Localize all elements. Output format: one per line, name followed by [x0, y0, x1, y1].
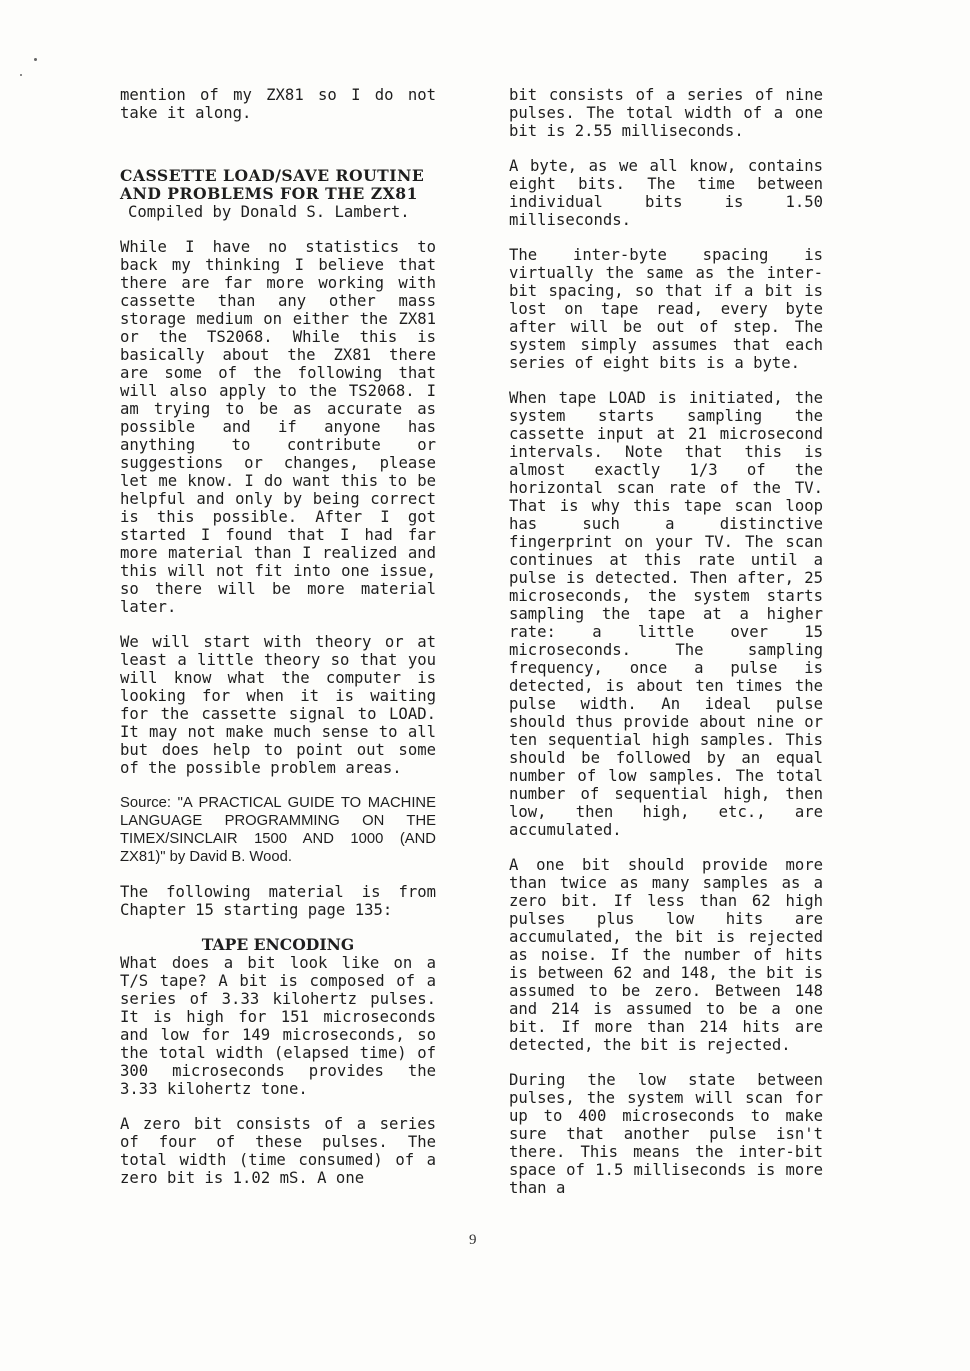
paper-speck — [34, 58, 37, 61]
paragraph: When tape LOAD is initiated, the system starts sampling the cassette input at 21 microsecond intervals. Note that this is almost exactly 1/3 of the horizontal scan rate of the TV. That is why this tape scan loop has such a distinctive fingerprint on your TV. The scan continues at this rate until a pulse is detected. Then after, 25 microseconds, the system starts sampling the tape at a higher rate: a little over 15 microseconds. The sampling frequency, once a pulse is detected, is about ten times the pulse width. An ideal pulse should thus provide about nine or ten sequential high samples. This should be followed by an equal number of low samples. The total number of sequential high, then low, then high, etc., are accumulated. — [509, 389, 823, 839]
paragraph: A one bit should provide more than twice as many samples as a zero bit. If less than 62 high pulses plus low hits are accumulated, the bit is rejected as noise. If the number of hits is between 62 and 148, the bit is assumed to be zero. Between 148 and 214 is assumed to be a one bit. If more than 214 hits are detected, the bit is rejected. — [509, 856, 823, 1054]
left-column — [120, 86, 436, 1187]
paragraph: The inter-byte spacing is virtually the same as the inter-bit spacing, so that if a bit is lost on tape read, every byte after will be out of step. The system simply assumes that each series of eight bits is a byte. — [509, 246, 823, 372]
section-heading: TAPE ENCODING — [201, 935, 355, 954]
paragraph: While I have no statistics to back my thinking I believe that there are far more working with cassette than any other mass storage medium on either the ZX81 or the TS2068. While this is basically about the ZX81 there are some of the following that will also apply to the TS2068. I am trying to be as accurate as possible and if anyone has anything to contribute or suggestions or changes, please let me know. I do want this to be helpful and only by being correct is this possible. After I got started I found that I had far more material than I realized and this will not fit into one issue, so there will be more material later. — [120, 238, 436, 616]
paragraph: A byte, as we all know, contains eight bits. The time between individual bits is 1.50 milliseconds. — [509, 157, 823, 229]
paragraph: The following material is from Chapter 15 starting page 135: — [120, 883, 436, 919]
paragraph: A zero bit consists of a series of four of these pulses. The total width (time consumed) of a zero bit is 1.02 mS. A one — [120, 1115, 436, 1187]
paragraph: We will start with theory or at least a little theory so that you will know what the computer is looking for when it is waiting for the cassette signal to LOAD. It may not make much sense to all but does help to point out some of the possible problem areas. — [120, 633, 436, 777]
paragraph: bit consists of a series of nine pulses. The total width of a one bit is 2.55 milliseconds. — [509, 86, 823, 140]
source-citation: Source: "A PRACTICAL GUIDE TO MACHINE LANGUAGE PROGRAMMING ON THE TIMEX/SINCLAIR 1500 AND 1000 (AND ZX81)" by David B. Wood. — [120, 795, 436, 865]
paragraph: What does a bit look like on a T/S tape? A bit is composed of a series of 3.33 kilohertz pulses. It is high for 151 microseconds and low for 149 microseconds, so the total width (elapsed time) of 300 microseconds provides the 3.33 kilohertz tone. — [120, 954, 436, 1098]
page-number: 9 — [469, 1232, 477, 1248]
paragraph: mention of my ZX81 so I do not take it along. — [120, 86, 436, 122]
right-column — [509, 86, 823, 1197]
article-title-line: AND PROBLEMS FOR THE ZX81 — [120, 184, 418, 203]
paragraph: During the low state between pulses, the system will scan for up to 400 microseconds to make sure that another pulse isn't there. This means the inter-bit space of 1.5 milliseconds is more than a — [509, 1071, 823, 1197]
byline: Compiled by Donald S. Lambert. — [128, 203, 410, 221]
article-title-line: CASSETTE LOAD/SAVE ROUTINE — [120, 166, 425, 185]
paper-speck — [20, 74, 22, 76]
